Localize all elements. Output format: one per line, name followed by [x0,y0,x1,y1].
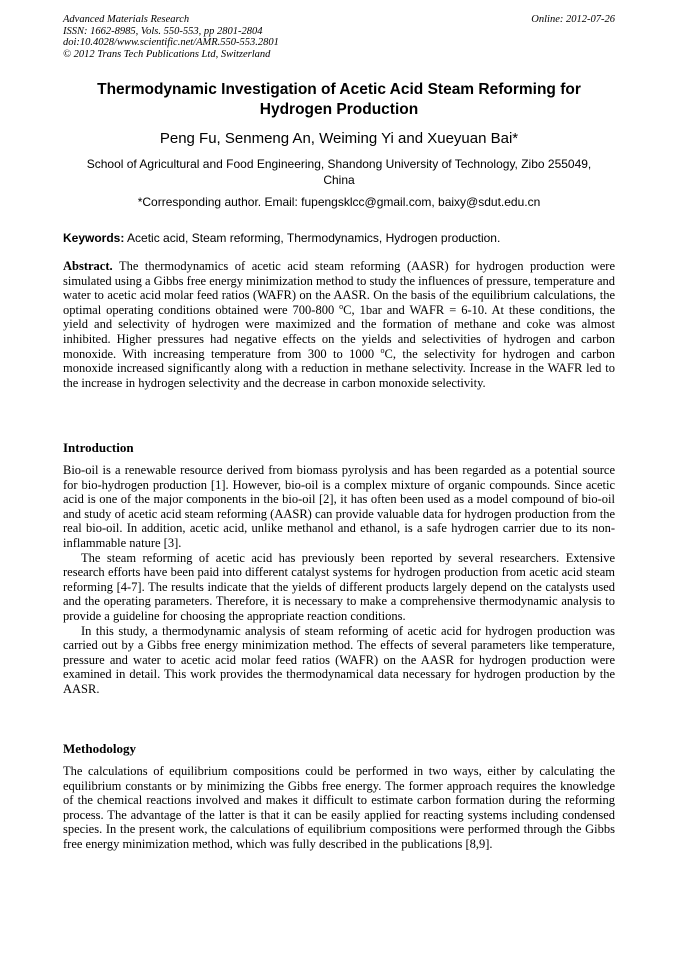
doi-line: doi:10.4028/www.scientific.net/AMR.550-553.2801 [63,37,279,48]
title-line-1: Thermodynamic Investigation of Acetic Acid Steam Reforming for [97,81,581,98]
degree-sign: o [339,301,344,311]
section-heading-introduction: Introduction [63,440,134,455]
abstract-text-3: C, the selectivity for hydrogen and carbon monoxide increased significantly along with a reduction in methane selectivity. Increase in the WAFR led to the increase in hydrogen selectivity and the decrease in carbon monoxide selectivity. [63,346,615,390]
abstract-text-2: C, 1bar and WAFR = 6-10. At these conditions, the yield and selectivity of hydrogen were maximized and the formation of methane and coke was almost inhibited. Higher pressures had negative effects on the yields and selectivities of hydrogen and carbon monoxide. With increasing temperature from 300 to 1000 [63,302,615,361]
abstract-label: Abstract. [63,259,113,273]
intro-paragraph-3: In this study, a thermodynamic analysis of steam reforming of acetic acid for hydrogen production was carried out by a Gibbs free energy minimization method. The effects of several parameters like temperature, pressure and water to acetic acid molar feed ratios (WAFR) on the AASR for hydrogen production were examined in detail. This work provides the thermodynamical data necessary for hydrogen production by the AASR. [63,623,615,696]
intro-paragraph-2: The steam reforming of acetic acid has previously been reported by several researchers. Extensive research efforts have been paid into different catalyst systems for hydrogen production from acetic acid steam reforming [4-7]. The results indicate that the yields of different products largely depend on the catalysts used and the operating parameters. Therefore, it is necessary to make a comprehensive thermodynamic analysis to provide a guideline for choosing the appropriate reaction conditions. [63,550,615,623]
keywords-label: Keywords: [63,231,125,245]
author-list: Peng Fu, Senmeng An, Weiming Yi and Xueyuan Bai* [159,130,519,147]
method-paragraph-1: The calculations of equilibrium compositions could be performed in two ways, either by calculating the equilibrium constants or by minimizing the Gibbs free energy. The former approach requires the knowledge of the chemical reactions involved and makes it difficult to estimate carbon formation during the reforming process. The advantage of the latter is that it can be easily applied for reacting systems including condensed species. In the present work, the calculations of equilibrium compositions were performed through the Gibbs free energy minimization method, which was fully described in the publications [8,9]. [63,764,615,851]
abstract-text-1: The thermodynamics of acetic acid steam reforming (AASR) for hydrogen production were simulated using a Gibbs free energy minimization method to study the influences of pressure, temperature and water to acetic acid molar feed ratios (WAFR) on the AASR. On the basis of the equilibrium calculations, the optimal operating conditions obtained were 700-800 [63,259,615,317]
introduction-body [63,463,615,697]
methodology-body [63,764,615,852]
affiliation-line-1: School of Agricultural and Food Engineering, Shandong University of Technology, Zibo 255049, [86,157,592,171]
journal-name: Advanced Materials Research [63,14,190,25]
copyright-line: © 2012 Trans Tech Publications Ltd, Switzerland [63,48,271,60]
keywords-text: Acetic acid, Steam reforming, Thermodynamics, Hydrogen production. [124,231,501,245]
affiliation [63,156,615,188]
affiliation-line-2: China [323,173,355,187]
online-date: Online: 2012-07-26 [531,14,615,25]
degree-sign: o [380,345,385,355]
corresponding-author: *Corresponding author. Email: fupengsklcc@gmail.com, baixy@sdut.edu.cn [137,195,541,209]
journal-header [63,14,615,60]
intro-paragraph-1: Bio-oil is a renewable resource derived from biomass pyrolysis and has been regarded as a potential source for bio-hydrogen production [1]. However, bio-oil is a complex mixture of organic compounds. Since acetic acid is one of the major components in the bio-oil [2], it has often been used as a model compound of bio-oil and study of acetic acid steam reforming (AASR) can provide valuable data for hydrogen production from the real bio-oil. In addition, acetic acid, unlike methanol and ethanol, is a safe hydrogen carrier due to its non-inflammable nature [3]. [63,463,615,550]
section-heading-methodology: Methodology [63,741,136,756]
paper-title [63,80,615,120]
issn-line: ISSN: 1662-8985, Vols. 550-553, pp 2801-2804 [63,25,263,37]
title-line-2: Hydrogen Production [259,101,419,118]
keywords [63,230,615,246]
abstract [63,259,615,390]
